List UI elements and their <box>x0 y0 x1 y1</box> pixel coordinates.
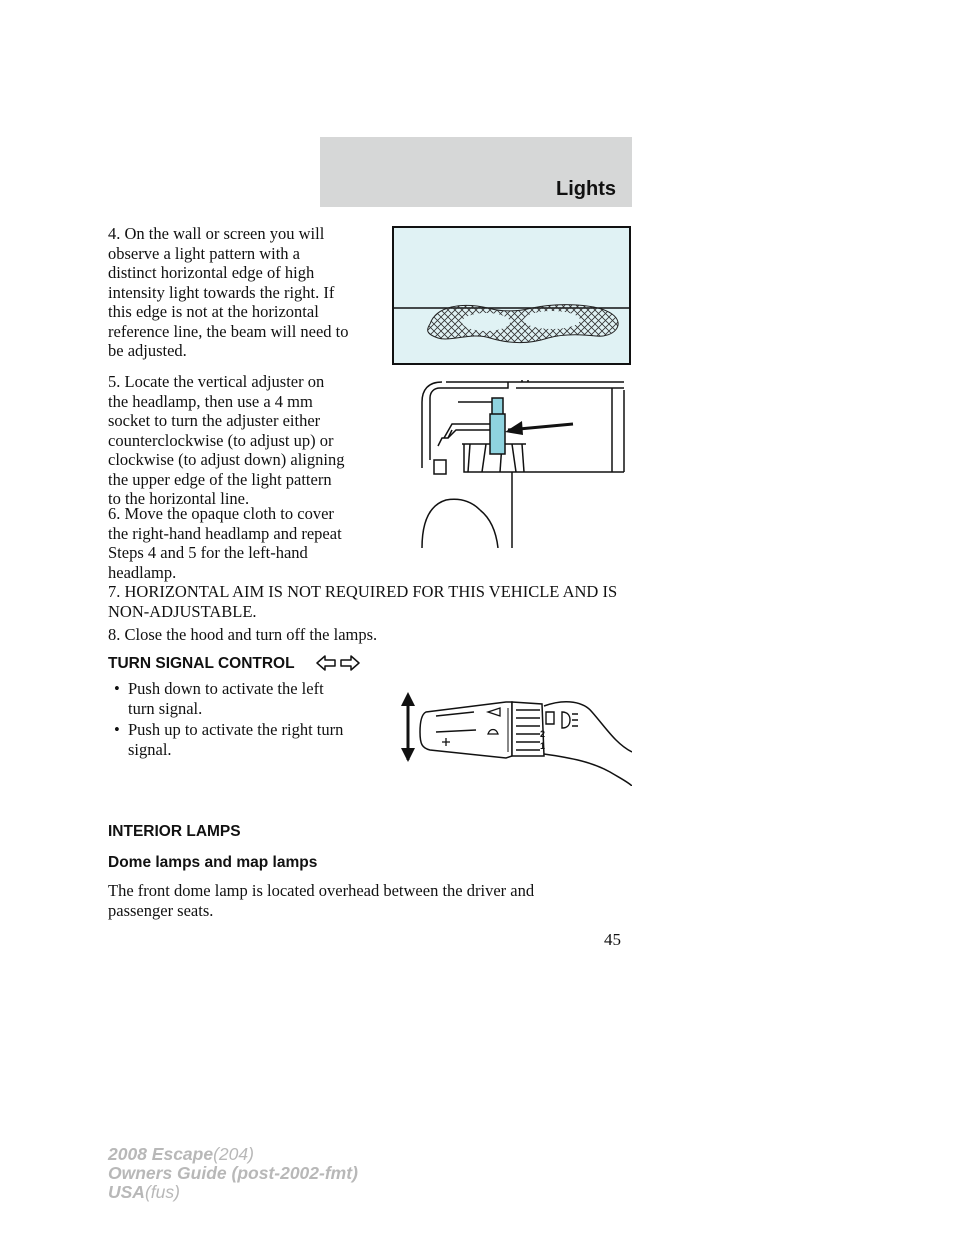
footer-edition-info: 2008 Escape(204) Owners Guide (post-2002-fmt) USA(fus) <box>108 1144 358 1202</box>
turn-signal-heading: TURN SIGNAL CONTROL <box>108 655 295 672</box>
interior-lamps-heading: INTERIOR LAMPS <box>108 823 241 840</box>
section-header-band <box>320 137 632 207</box>
bullet-push-down: • Push down to activate the left turn signal. <box>114 679 324 718</box>
turn-signal-heading-row <box>108 654 295 673</box>
turn-signal-arrows-icon <box>316 655 360 671</box>
headlamp-adjuster-figure <box>408 380 626 548</box>
svg-text:1: 1 <box>540 741 546 751</box>
bullet-push-up: • Push up to activate the right turn signal. <box>114 720 344 759</box>
step-8-text: 8. Close the hood and turn off the lamps. <box>108 625 378 644</box>
turn-signal-stalk-figure <box>396 690 632 786</box>
up-down-arrow-icon <box>401 692 415 762</box>
section-title: Lights <box>556 178 616 200</box>
svg-text:2: 2 <box>540 729 546 739</box>
beam-pattern-figure <box>392 226 632 366</box>
page-number: 45 <box>604 930 621 949</box>
dome-lamps-subheading: Dome lamps and map lamps <box>108 854 318 871</box>
headlamp-icon <box>546 712 578 728</box>
